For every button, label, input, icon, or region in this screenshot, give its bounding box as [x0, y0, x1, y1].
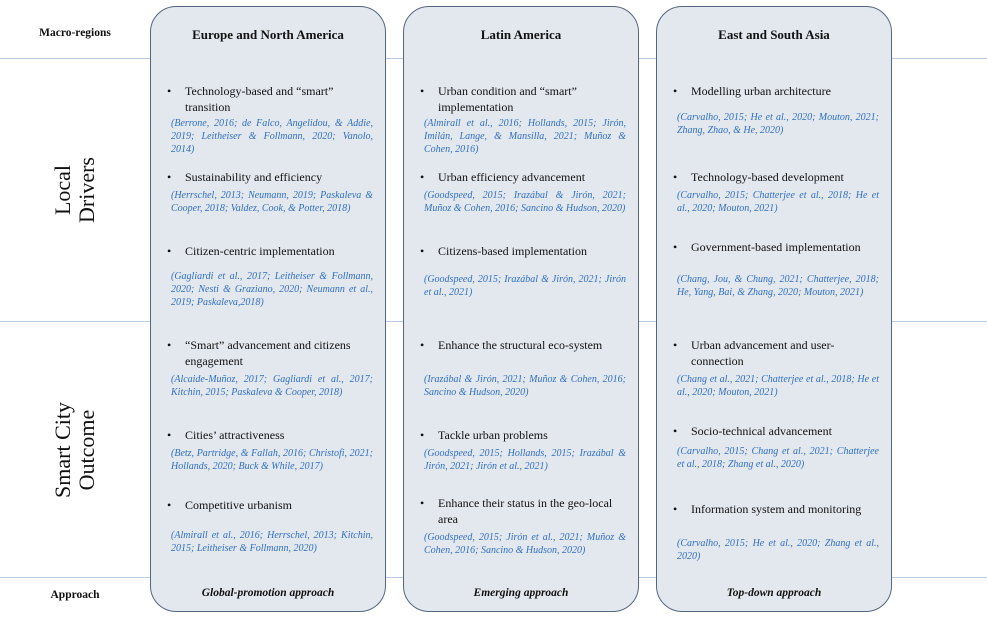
driver-label: Citizen-centric implementation — [185, 244, 335, 258]
outcome-label: Urban advancement and user-connection — [691, 338, 835, 368]
outcome-label: Information system and monitoring — [691, 502, 862, 516]
column-latin-america — [403, 6, 639, 612]
row-label-smart-city-outcome-text: Smart City Outcome — [49, 401, 99, 498]
outcome-citation: (Irazábal & Jirón, 2021; Muñoz & Cohen, 2016; Sancino & Hudson, 2020) — [424, 374, 626, 398]
outcome-item: • “Smart” advancement and citizens engagement — [167, 337, 375, 369]
outcome-citation: (Almirall et al., 2016; Herrschel, 2013; Kitchin, 2015; Leitheiser & Follmann, 2020) — [171, 530, 373, 554]
driver-item: • Modelling urban architecture — [673, 83, 881, 99]
outcome-item: • Urban advancement and user-connection — [673, 337, 881, 369]
driver-label: Citizens-based implementation — [438, 244, 587, 258]
driver-citation: (Goodspeed, 2015; Irazábal & Jirón, 2021; Jirón et al., 2021) — [424, 274, 626, 298]
driver-item: • Government-based implementation — [673, 239, 881, 255]
outcome-label: Enhance their status in the geo-local area — [438, 496, 613, 526]
driver-label: Technology-based and “smart” transition — [185, 84, 334, 114]
driver-label: Modelling urban architecture — [691, 84, 831, 98]
driver-citation: (Goodspeed, 2015; Irazábal & Jirón, 2021; Muñoz & Cohen, 2016; Sancino & Hudson, 2020) — [424, 190, 626, 214]
column-east-south-asia — [656, 6, 892, 612]
driver-citation: (Herrschel, 2013; Neumann, 2019; Paskaleva & Cooper, 2018; Valdez, Cook, & Potter, 2018) — [171, 190, 373, 214]
column-europe-north-america — [150, 6, 386, 612]
outcome-citation: (Alcaide-Muñoz, 2017; Gagliardi et al., 2017; Kitchin, 2015; Paskaleva & Cooper, 2018) — [171, 374, 373, 398]
row-label-local-drivers-text: Local Drivers — [49, 157, 99, 223]
driver-citation: (Almirall et al., 2016; Hollands, 2015; Jirón, Imilán, Lange, & Mansilla, 2021; Muñoz & Cohen, 2016) — [424, 118, 626, 155]
row-label-smart-city-outcome — [0, 322, 150, 577]
outcome-label: Competitive urbanism — [185, 498, 292, 512]
driver-item: • Technology-based and “smart” transition — [167, 83, 375, 115]
driver-citation: (Berrone, 2016; de Falco, Angelidou, & Addie, 2019; Leitheiser & Follmann, 2020; Vanolo, 2014) — [171, 118, 373, 155]
driver-label: Technology-based development — [691, 170, 844, 184]
driver-label: Sustainability and efficiency — [185, 170, 323, 184]
driver-item: • Citizen-centric implementation — [167, 243, 375, 259]
outcome-citation: (Carvalho, 2015; Chang et al., 2021; Chatterjee et al., 2018; Zhang et al., 2020) — [677, 446, 879, 470]
outcome-citation: (Carvalho, 2015; He et al., 2020; Zhang et al., 2020) — [677, 538, 879, 562]
outcome-label: Socio-technical advancement — [691, 424, 832, 438]
driver-citation: (Gagliardi et al., 2017; Leitheiser & Follmann, 2020; Nesti & Graziano, 2020; Neumann et al., 2019; Paskaleva,2018) — [171, 271, 373, 308]
outcome-item: • Enhance the structural eco-system — [420, 337, 628, 353]
driver-label: Urban condition and “smart” implementation — [438, 84, 577, 114]
driver-item: • Urban condition and “smart” implementation — [420, 83, 628, 115]
outcome-citation: (Goodspeed, 2015; Hollands, 2015; Irazábal & Jirón, 2021; Jirón et al., 2021) — [424, 448, 626, 472]
outcome-citation: (Betz, Partridge, & Fallah, 2016; Christofi, 2021; Hollands, 2020; Buck & While, 2017) — [171, 448, 373, 472]
row-label-macro-regions: Macro-regions — [39, 27, 111, 39]
driver-item: • Citizens-based implementation — [420, 243, 628, 259]
column-title: Europe and North America — [192, 27, 344, 42]
driver-item: • Technology-based development — [673, 169, 881, 185]
row-label-local-drivers — [0, 59, 150, 321]
approach-label: Emerging approach — [473, 587, 569, 599]
outcome-label: Enhance the structural eco-system — [438, 338, 603, 352]
driver-citation: (Chang, Jou, & Chung, 2021; Chatterjee, 2018; He, Yang, Bai, & Zhang, 2020; Mouton, 2021) — [677, 274, 879, 298]
outcome-citation: (Goodspeed, 2015; Jirón et al., 2021; Muñoz & Cohen, 2016; Sancino & Hudson, 2020) — [424, 532, 626, 556]
row-label-approach: Approach — [50, 589, 100, 601]
column-title: Latin America — [480, 27, 562, 42]
outcome-item: • Cities’ attractiveness — [167, 427, 375, 443]
driver-item: • Urban efficiency advancement — [420, 169, 628, 185]
outcome-item: • Tackle urban problems — [420, 427, 628, 443]
outcome-item: • Information system and monitoring — [673, 501, 881, 517]
outcome-label: “Smart” advancement and citizens engagement — [185, 338, 351, 368]
outcome-label: Tackle urban problems — [438, 428, 548, 442]
driver-citation: (Carvalho, 2015; Chatterjee et al., 2018; He et al., 2020; Mouton, 2021) — [677, 190, 879, 214]
outcome-citation: (Chang et al., 2021; Chatterjee et al., 2018; He et al., 2020; Mouton, 2021) — [677, 374, 879, 398]
driver-citation: (Carvalho, 2015; He et al., 2020; Mouton, 2021; Zhang, Zhao, & He, 2020) — [677, 112, 879, 136]
driver-label: Urban efficiency advancement — [438, 170, 586, 184]
approach-label: Top-down approach — [726, 587, 822, 599]
outcome-item: • Competitive urbanism — [167, 497, 375, 513]
driver-label: Government-based implementation — [691, 240, 861, 254]
outcome-item: • Socio-technical advancement — [673, 423, 881, 439]
column-title: East and South Asia — [718, 27, 830, 42]
approach-label: Global-promotion approach — [201, 587, 335, 599]
driver-item: • Sustainability and efficiency — [167, 169, 375, 185]
outcome-item: • Enhance their status in the geo-local area — [420, 495, 628, 527]
outcome-label: Cities’ attractiveness — [185, 428, 285, 442]
